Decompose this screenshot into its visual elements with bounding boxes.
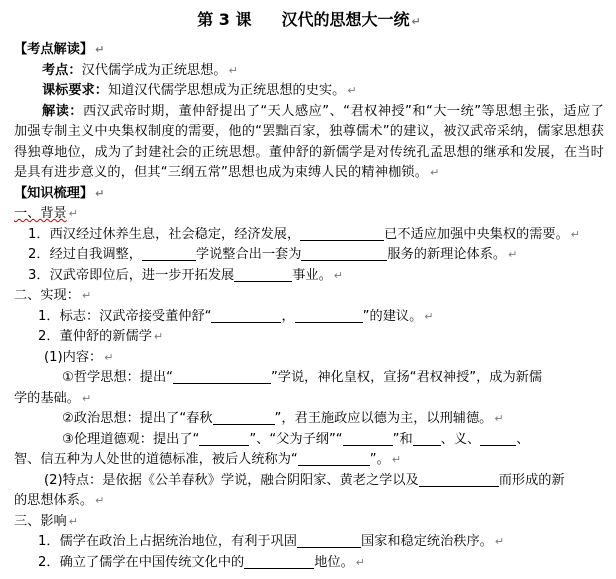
fill-blank[interactable] xyxy=(300,226,384,241)
fill-blank[interactable] xyxy=(199,431,249,446)
fill-blank[interactable] xyxy=(234,267,292,282)
part3-title: 三、影响 ↵ xyxy=(14,513,78,529)
fill-blank[interactable] xyxy=(419,472,499,487)
lesson-title xyxy=(14,8,604,34)
fill-blank[interactable] xyxy=(413,431,441,446)
background-item-3: 3．汉武帝即位后，进一步开拓发展 事业。 ↵ xyxy=(28,267,343,283)
influence-item-1: 1．儒学在政治上占据统治地位，有利于巩固 国家和稳定统治秩序。 ↵ xyxy=(38,534,505,549)
fill-blank[interactable] xyxy=(298,451,370,466)
fill-blank[interactable] xyxy=(142,246,196,261)
politics-line: ②政治思想：提出了“春秋 ”，君王施政应以德为主，以刑辅德。 ↵ xyxy=(62,411,504,426)
fill-blank[interactable] xyxy=(213,410,275,425)
background-item-2: 2．经过自我调整， 学说整合出一套为 服务的新理论体系。 ↵ xyxy=(28,247,518,262)
fill-blank[interactable] xyxy=(244,554,314,569)
fill-blank[interactable] xyxy=(297,533,361,548)
fill-blank[interactable] xyxy=(480,431,516,446)
feature-line-cont: 的思想体系。 ↵ xyxy=(14,493,105,508)
philosophy-line: ①哲学思想：提出“ ”学说，神化皇权，宣扬“君权神授”，成为新儒 xyxy=(62,370,543,385)
kebiao-line: 课标要求：知道汉代儒学思想成为正统思想的史实。 ↵ xyxy=(42,83,357,98)
return-mark-icon: ↵ xyxy=(411,15,421,28)
background-item-1: 1．西汉经过休养生息，社会稳定，经济发展， 已不适应加强中央集权的需要。 ↵ xyxy=(28,226,580,242)
ethics-line: ③伦理道德观：提出了“ ”、“父为子纲”“ ”和 、义、 、 xyxy=(62,431,530,447)
fill-blank[interactable] xyxy=(173,369,271,384)
section-heading-zhishi: 【知识梳理】 ↵ xyxy=(14,185,105,201)
fill-blank[interactable] xyxy=(295,308,363,323)
section-heading-kaodian: 【考点解读】 ↵ xyxy=(14,42,105,57)
fill-blank[interactable] xyxy=(301,246,387,261)
ethics-line-cont: 智、信五种为人处世的道德标准，被后人统称为“ ”。 ↵ xyxy=(14,452,402,467)
fill-blank[interactable] xyxy=(343,431,393,446)
realization-item-1: 1．标志：汉武帝接受董仲舒“ ， ”的建议。 ↵ xyxy=(38,308,434,324)
realization-item-2: 2．董仲舒的新儒学 ↵ xyxy=(38,329,164,344)
fill-blank[interactable] xyxy=(211,308,281,323)
part1-title: 一、背景 ↵ xyxy=(14,206,78,221)
feature-line: (2)特点：是依据《公羊春秋》学说，融合阴阳家、黄老之学以及 而形成的新 xyxy=(44,472,565,488)
lesson-number: 第 3 课 xyxy=(197,10,252,29)
jiedu-paragraph: 解读：西汉武帝时期，董仲舒提出了“天人感应”、“君权神授”和“大一统”等思想主张，适应了加强专制主义中央集权制度的需要，他的“罢黜百家，独尊儒术”的建议，被汉武帝采纳，儒家思想获得独尊地位，成为了封建社会的正统思想。董仲舒的新儒学是对传统孔孟思想的继承和发展，在当时是具有进步意义的，但其“三纲五常”思想也成为束缚人民的精神枷锁。 ↵ xyxy=(14,103,605,180)
influence-item-2: 2．确立了儒学在中国传统文化中的 地位。 ↵ xyxy=(38,554,365,570)
content-heading: (1)内容： ↵ xyxy=(44,349,114,365)
lesson-topic: 汉代的思想大一统 xyxy=(281,10,410,29)
kaodian-line: 考点：汉代儒学成为正统思想。 ↵ xyxy=(42,62,238,78)
part2-title: 二、实现： ↵ xyxy=(14,288,92,303)
philosophy-line-cont: 学的基础。 ↵ xyxy=(14,390,92,406)
